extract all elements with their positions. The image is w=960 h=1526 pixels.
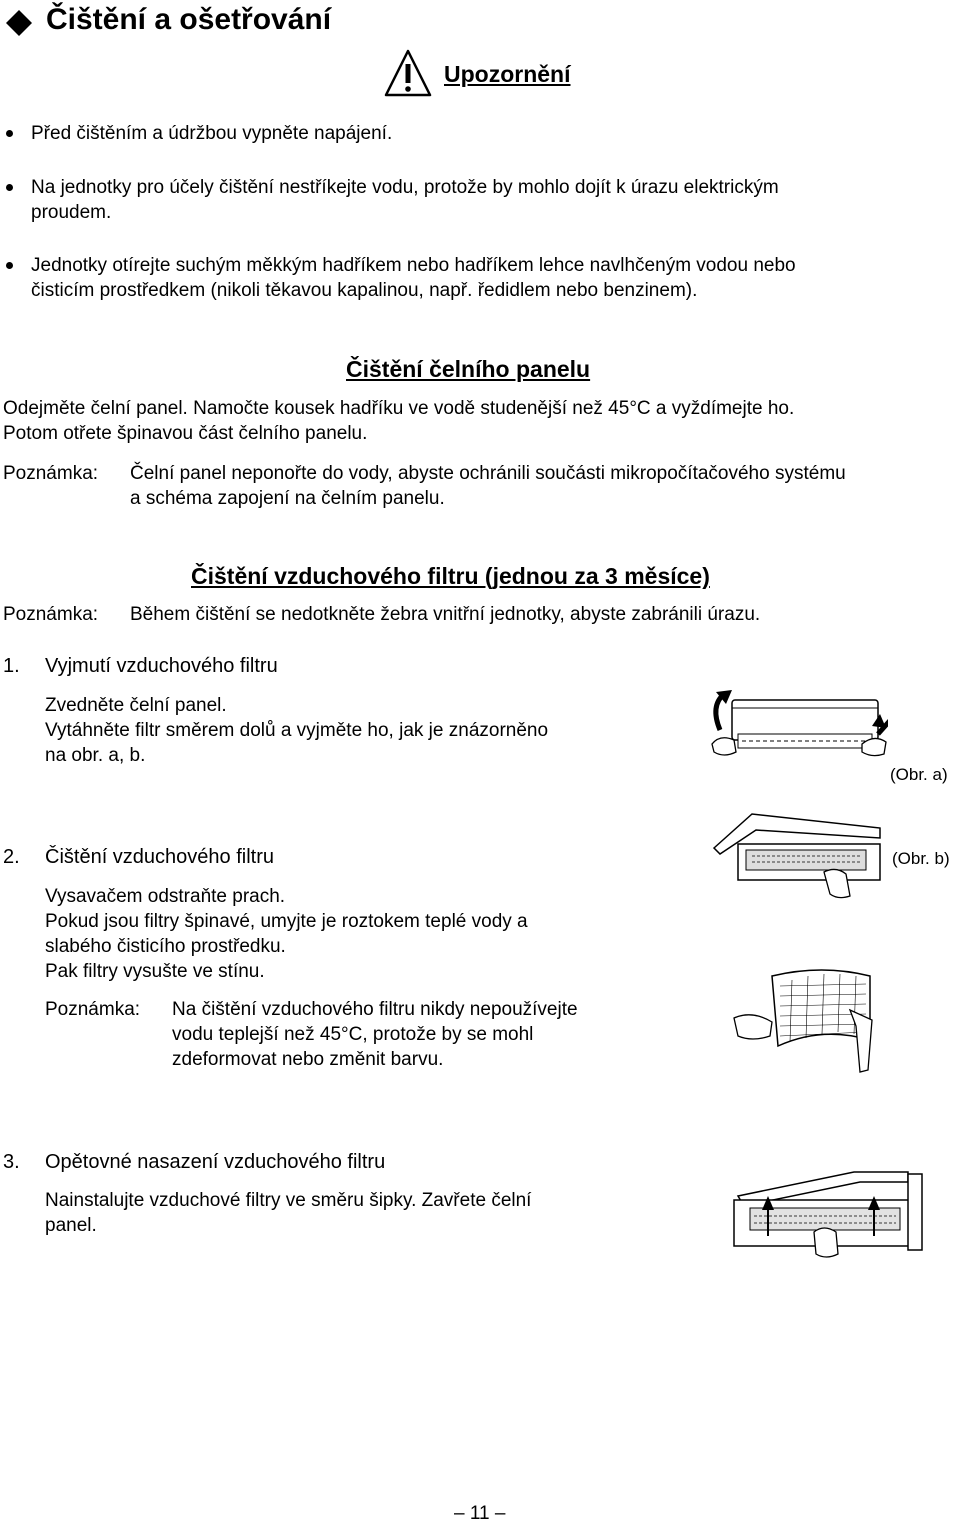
bullet-icon	[6, 184, 13, 191]
step-line: Zvedněte čelní panel.	[45, 695, 227, 716]
warning-icon	[384, 48, 432, 103]
figure-a-illustration	[702, 686, 888, 772]
figure-b-caption: (Obr. b)	[892, 849, 950, 868]
step-number: 2.	[3, 846, 20, 868]
step-number: 3.	[3, 1151, 20, 1173]
bullet-text: Na jednotky pro účely čištění nestříkejte vodu, protože by mohlo dojít k úrazu elektrickým	[31, 177, 779, 198]
page-number: – 11 –	[454, 1503, 506, 1524]
bullet-text: Před čištěním a údržbou vypněte napájení.	[31, 123, 393, 144]
page-title: Čištění a ošetřování	[46, 3, 332, 36]
step-line: panel.	[45, 1215, 97, 1236]
step-line: Vytáhněte filtr směrem dolů a vyjměte ho, jak je znázorněno	[45, 720, 549, 741]
note-text: Během čištění se nedotkněte žebra vnitřní jednotky, abyste zabránili úrazu.	[130, 604, 761, 625]
note-label: Poznámka:	[3, 463, 99, 484]
step-line: na obr. a, b.	[45, 745, 146, 766]
step-line: Pak filtry vysušte ve stínu.	[45, 961, 265, 982]
paragraph-line: Potom otřete špinavou část čelního panelu.	[3, 423, 368, 444]
step-line: Vysavačem odstraňte prach.	[45, 886, 286, 907]
figure-b-illustration	[712, 808, 884, 904]
note-text: a schéma zapojení na čelním panelu.	[130, 488, 445, 509]
step-line: slabého čisticího prostředku.	[45, 936, 286, 957]
diamond-icon	[4, 8, 34, 43]
step-line: Pokud jsou filtry špinavé, umyjte je roztokem teplé vody a	[45, 911, 528, 932]
warning-label: Upozornění	[444, 61, 571, 87]
note-text: Čelní panel neponořte do vody, abyste ochránili součásti mikropočítačového systému	[130, 463, 846, 484]
note-text: zdeformovat nebo změnit barvu.	[172, 1049, 444, 1070]
step-number: 1.	[3, 655, 20, 677]
note-label: Poznámka:	[45, 999, 141, 1020]
step-title: Vyjmutí vzduchového filtru	[45, 655, 278, 677]
paragraph-line: Odejměte čelní panel. Namočte kousek hadříku ve vodě studenější než 45°C a vyždímejte ho.	[3, 398, 795, 419]
note-label: Poznámka:	[3, 604, 99, 625]
bullet-icon	[6, 262, 13, 269]
bullet-text: čisticím prostředkem (nikoli těkavou kapalinou, např. ředidlem nebo benzinem).	[31, 280, 698, 301]
bullet-text: proudem.	[31, 202, 112, 223]
note-text: Na čištění vzduchového filtru nikdy nepoužívejte	[172, 999, 578, 1020]
step-line: Nainstalujte vzduchové filtry ve směru šipky. Zavřete čelní	[45, 1190, 532, 1211]
filter-reinstall-illustration	[724, 1166, 928, 1264]
section-heading: Čištění čelního panelu	[346, 356, 591, 382]
filter-cleaning-illustration	[732, 966, 892, 1078]
section-heading: Čištění vzduchového filtru (jednou za 3 měsíce)	[191, 563, 710, 589]
bullet-icon	[6, 130, 13, 137]
figure-a-caption: (Obr. a)	[890, 765, 948, 784]
note-text: vodu teplejší než 45°C, protože by se mohl	[172, 1024, 534, 1045]
bullet-text: Jednotky otírejte suchým měkkým hadříkem nebo hadříkem lehce navlhčeným vodou nebo	[31, 255, 796, 276]
step-title: Čištění vzduchového filtru	[45, 846, 275, 868]
step-title: Opětovné nasazení vzduchového filtru	[45, 1151, 386, 1173]
